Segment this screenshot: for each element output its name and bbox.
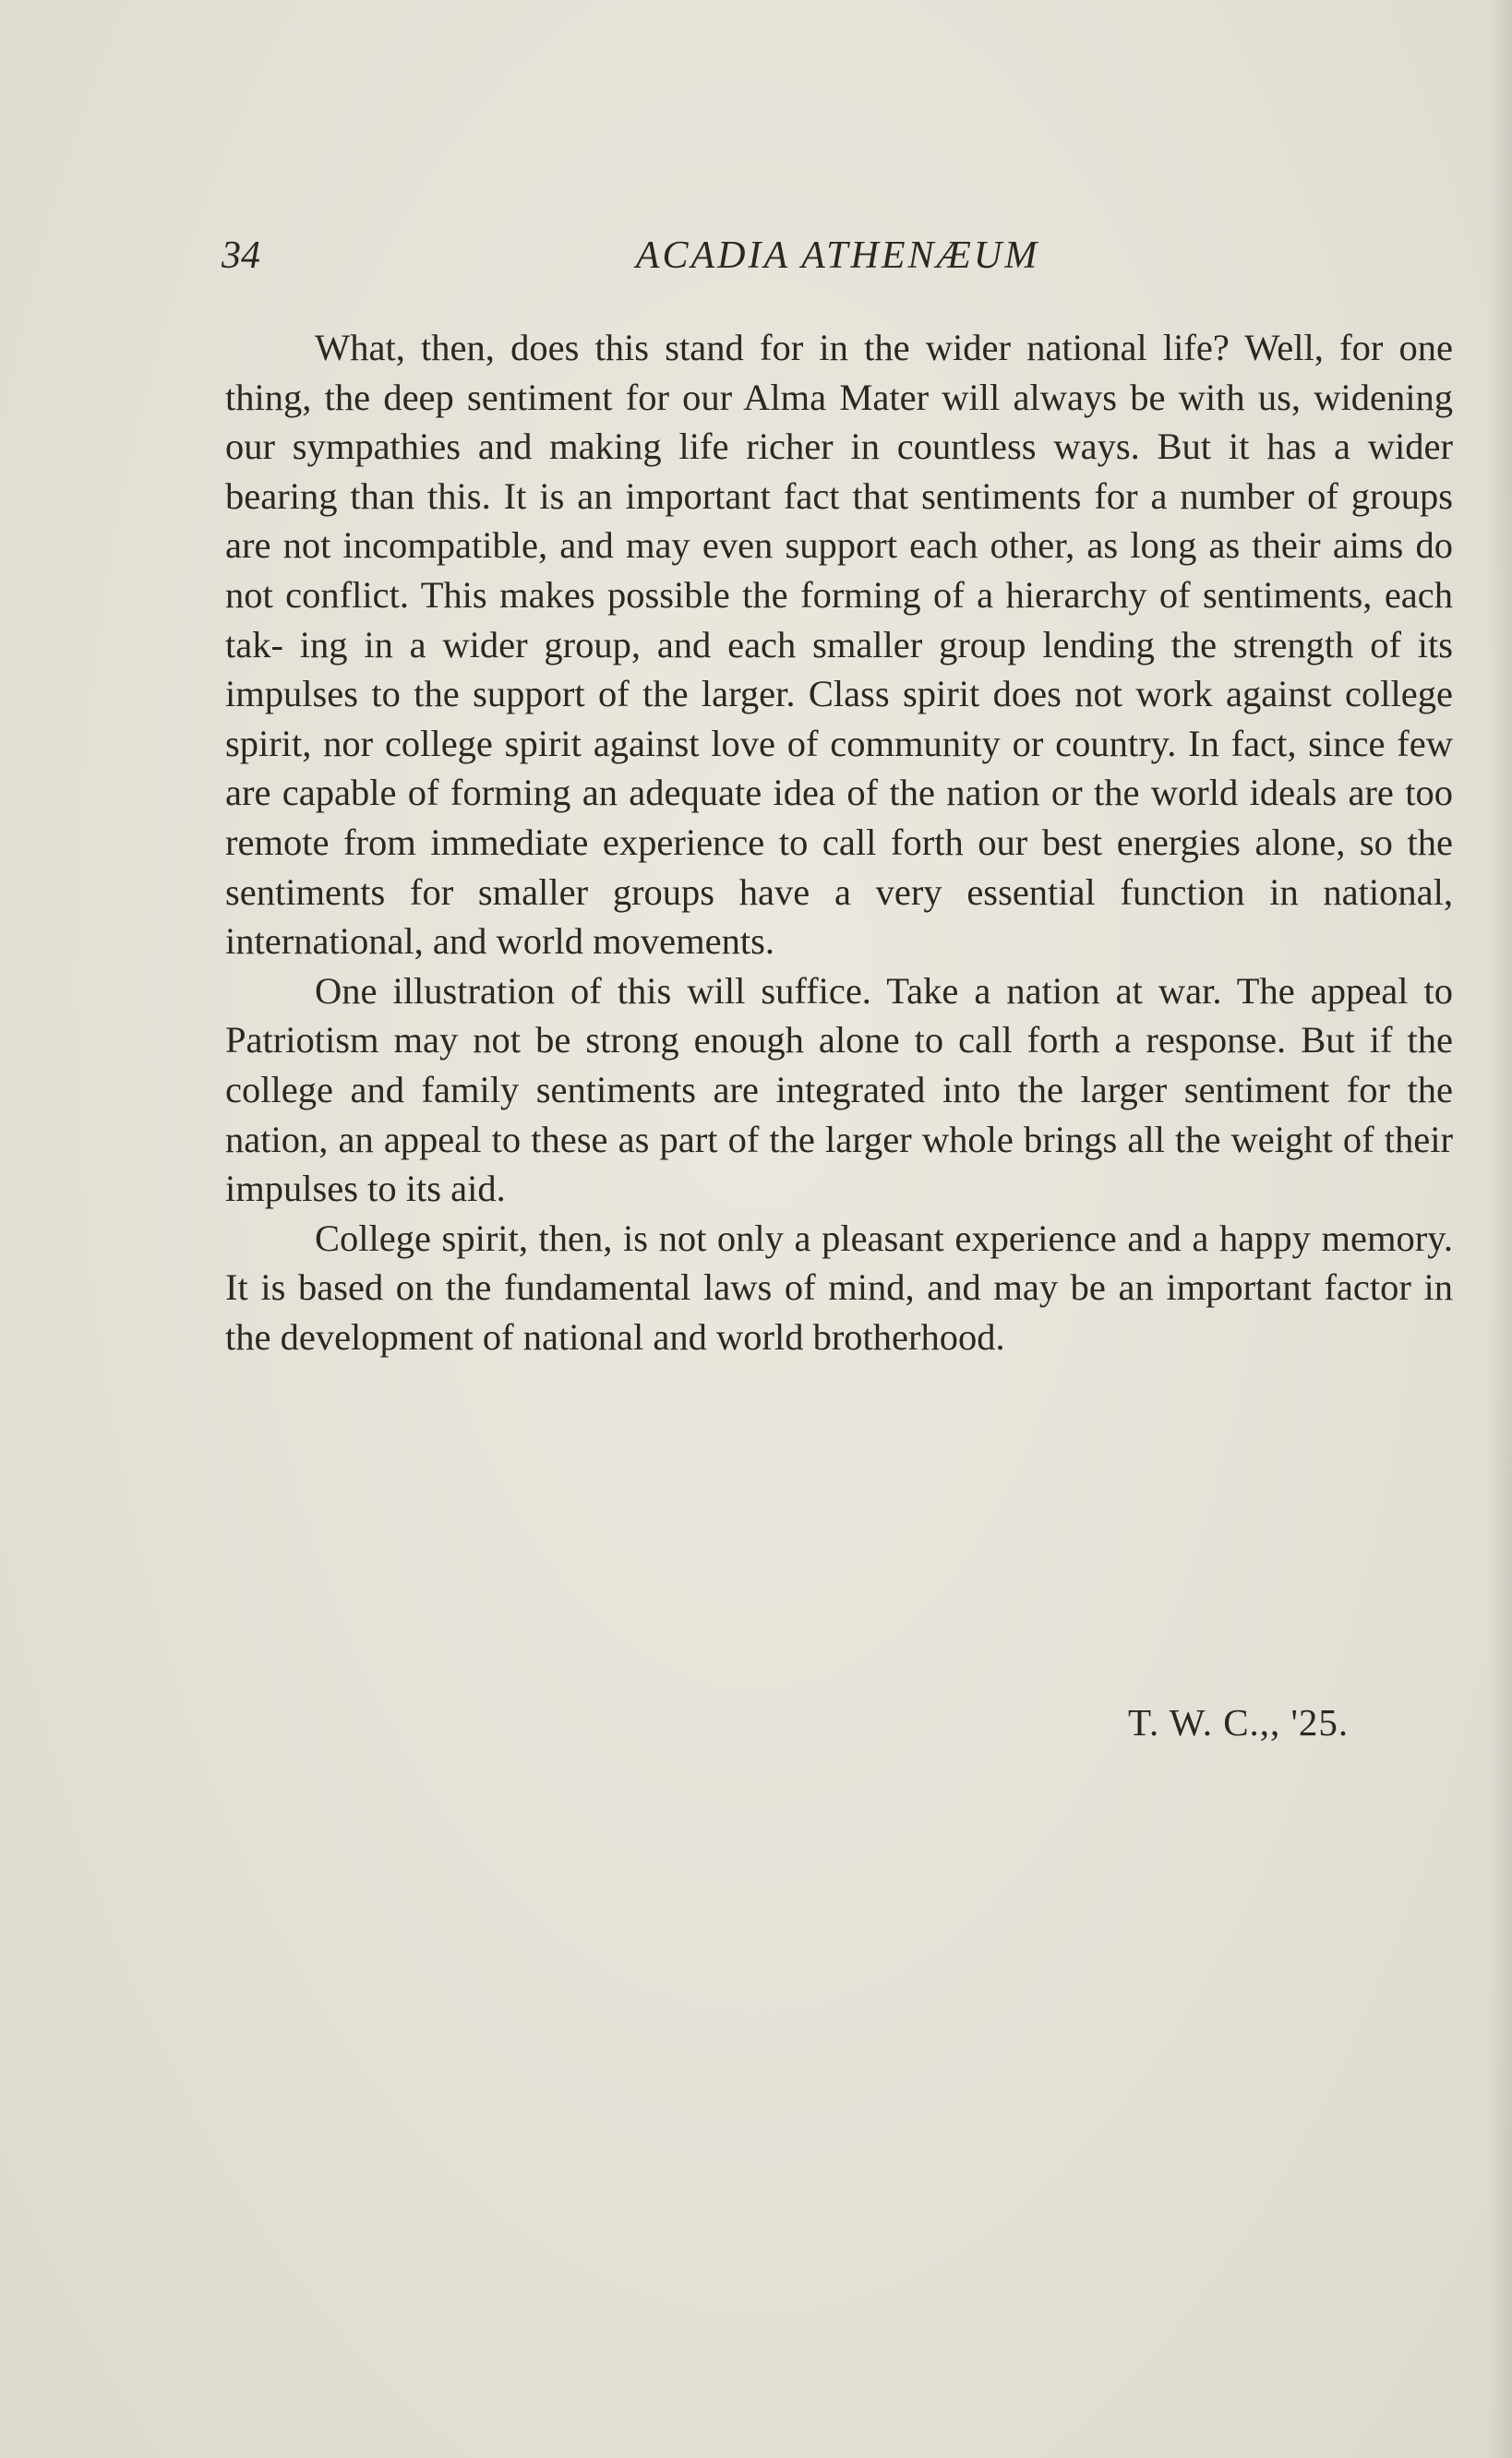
- running-title: ACADIA ATHENÆUM: [635, 234, 1040, 277]
- paragraph: College spirit, then, is not only a pleasant experience and a happy memory. It is based on the fundamental laws of mind, and may be an important factor in the development of national and world brotherhood.: [225, 1217, 1453, 1358]
- page-number: 34: [222, 234, 260, 277]
- paragraph: One illustration of this will suffice. Take a nation at war. The appeal to Patriotism may not be strong enough alone to call forth a response. But if the college and family sentiments are integrated into the larger sentiment for the nation, an appeal to these as part of the larger whole brings all the weight of their impulses to its aid.: [225, 969, 1453, 1210]
- paragraph: What, then, does this stand for in the wider national life? Well, for one thing, the deep sentiment for our Alma Mater will always be with us, widening our sympathies and making life richer in countless ways. But it has a wider bearing than this. It is an important fact that sentiments for a number of groups are not incompatible, and may even support each other, as long as their aims do not conflict. This makes possible the forming of a hierarchy of sentiments, each tak- ing in a wider group, and each smaller group lending the strength of its impulses to the support of the larger. Class spirit does not work against college spirit, nor college spirit against love of community or country. In fact, since few are capable of forming an adequate idea of the nation or the world ideals are too remote from immediate experience to call forth our best energies alone, so the sentiments for smaller groups have a very essential function in national, international, and world movements.: [225, 327, 1453, 963]
- article-body: [225, 323, 1453, 1361]
- page-edge-shadow: [1488, 0, 1512, 2458]
- author-signature: T. W. C.,, '25.: [1128, 1701, 1350, 1744]
- running-header: [222, 228, 1454, 283]
